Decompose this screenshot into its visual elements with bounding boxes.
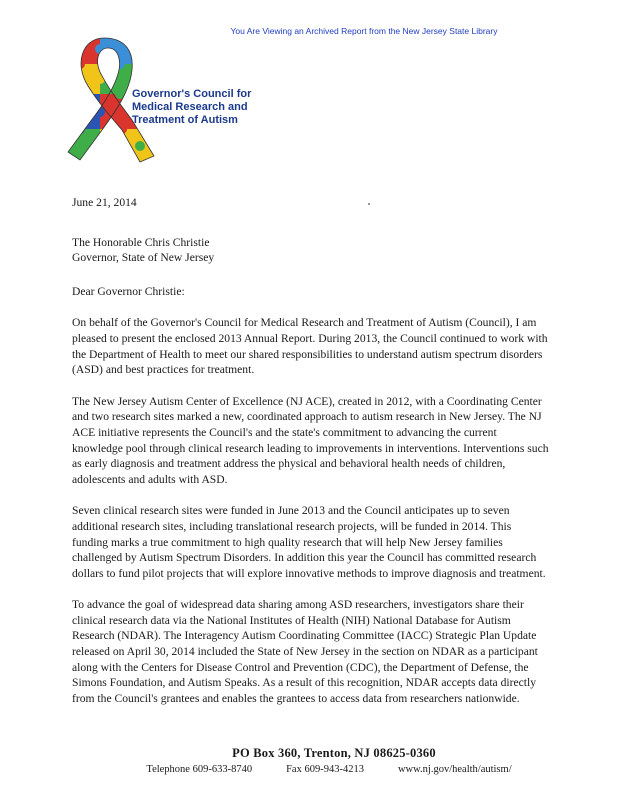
letter-body [72, 195, 550, 722]
website: www.nj.gov/health/autism/ [397, 764, 512, 775]
postal-address: PO Box 360, Trenton, NJ 08625-0360 [232, 746, 436, 760]
recipient-address [72, 235, 550, 266]
letterhead-footer [0, 746, 618, 775]
council-name-line-3: Treatment of Autism [132, 114, 238, 126]
fax: Fax 609-943-4213 [286, 764, 364, 775]
paragraph-3: Seven clinical research sites were funded in June 2013 and the Council anticipates up to seven additional research sites, including translational research projects, will be funded in 2014. This funding marks a true commitment to high quality research that will help New Jersey families challenged by Autism Spectrum Disorders. In addition this year the Council has committed research dollars to fund pilot projects that will explore innovative methods to improve diagnosis and treatment. [72, 504, 546, 580]
council-logo [60, 34, 260, 164]
recipient-name: The Honorable Chris Christie [72, 235, 210, 249]
paragraph-2: The New Jersey Autism Center of Excellence (NJ ACE), created in 2012, with a Coordinating Center and two research sites marked a new, coordinated approach to autism research in New Jersey. The NJ ACE initiative represents the Council's and the state's commitment to advancing the current knowledge pool through clinical research leading to improvements in interventions. Interventions such as early diagnosis and treatment address the physical and behavioral health needs of children, adolescents and adults with ASD. [72, 394, 549, 486]
archive-banner: You Are Viewing an Archived Report from the New Jersey State Library [230, 26, 498, 36]
recipient-title: Governor, State of New Jersey [72, 251, 215, 265]
letter-date: June 21, 2014 [72, 196, 137, 209]
paragraph-1: On behalf of the Governor's Council for Medical Research and Treatment of Autism (Council), I am pleased to present the enclosed 2013 Annual Report. During 2013, the Council continued to work with the Department of Health to meet our shared responsibilities to understand autism spectrum disorders (ASD) and best practices for treatment. [72, 316, 548, 377]
salutation: Dear Governor Christie: [72, 284, 185, 298]
council-name-line-2: Medical Research and [132, 101, 248, 113]
telephone: Telephone 609-633-8740 [146, 764, 253, 775]
paragraph-4: To advance the goal of widespread data sharing among ASD researchers, investigators share their clinical research data via the National Institutes of Health (NIH) National Database for Autism Research (NDAR). The Interagency Autism Coordinating Committee (IACC) Strategic Plan Update released on April 30, 2014 included the State of New Jersey in the section on NDAR as a participant along with the Centers for Disease Control and Prevention (CDC), the Department of Defense, the Simons Foundation, and Autism Speaks. As a result of this recognition, NDAR accepts data directly from the Council's grantees and enables the grantees to access data from researchers nationwide. [72, 598, 538, 705]
council-name [132, 88, 251, 127]
council-name-line-1: Governor's Council for [132, 88, 252, 100]
contact-line [0, 764, 618, 775]
